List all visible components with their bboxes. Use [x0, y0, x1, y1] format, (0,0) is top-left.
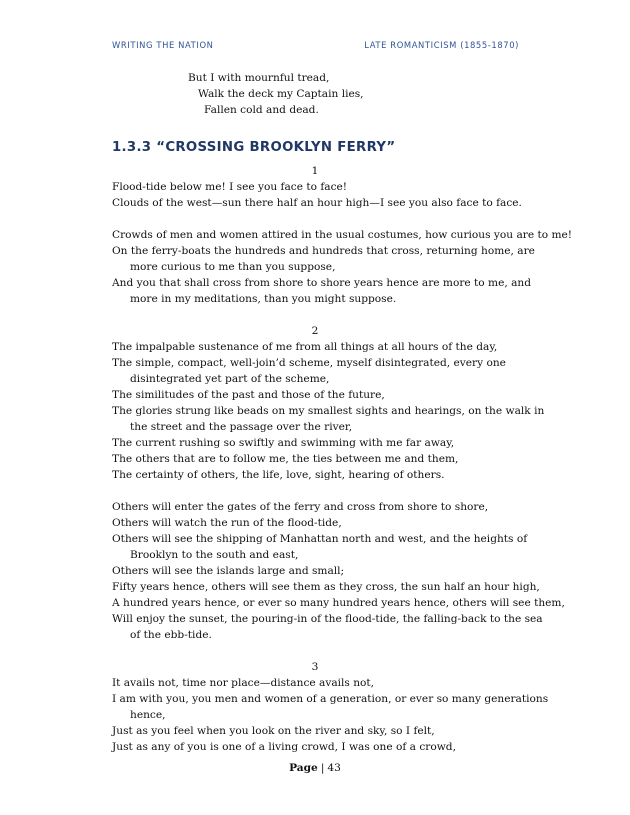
poem-line: Others will enter the gates of the ferry and cross from shore to shore,	[112, 501, 489, 513]
poem-line-continuation: of the ebb-tide.	[130, 629, 212, 641]
poem-line: I am with you, you men and women of a generation, or ever so many generations	[112, 693, 549, 705]
poem-line: On the ferry-boats the hundreds and hundreds that cross, returning home, are	[112, 245, 535, 257]
header-book-title: WRITING THE NATION	[112, 40, 214, 50]
part-number: 2	[311, 325, 319, 337]
poem-line-continuation: more curious to me than you suppose,	[130, 261, 336, 273]
poem-line: Just as you feel when you look on the river and sky, so I felt,	[112, 725, 435, 737]
poem-body	[112, 163, 573, 755]
poem-line: The glories strung like beads on my smallest sights and hearings, on the walk in	[112, 405, 545, 417]
poem-line: A hundred years hence, or ever so many hundred years hence, others will see them,	[112, 597, 565, 609]
poem-line: It avails not, time nor place—distance avails not,	[112, 677, 375, 689]
stanza-break	[112, 307, 522, 323]
poem-line-continuation: disintegrated yet part of the scheme,	[130, 373, 330, 385]
stanza-break	[112, 483, 522, 499]
poem-line: Will enjoy the sunset, the pouring-in of the flood-tide, the falling-back to the sea	[112, 613, 543, 625]
poem-line-continuation: hence,	[130, 709, 166, 721]
part-number: 3	[311, 661, 319, 673]
poem-line: Flood-tide below me! I see you face to face!	[112, 181, 348, 193]
poem-line: The impalpable sustenance of me from all things at all hours of the day,	[112, 341, 498, 353]
footer-separator: |	[320, 762, 325, 774]
header-chapter-title: LATE ROMANTICISM (1855-1870)	[364, 40, 519, 50]
section-heading: 1.3.3 “CROSSING BROOKLYN FERRY”	[112, 140, 396, 155]
poem-line: Others will watch the run of the flood-tide,	[112, 517, 342, 529]
page-label: Page	[289, 762, 318, 774]
poem-line: The others that are to follow me, the ties between me and them,	[112, 453, 459, 465]
poem-line: The simple, compact, well-join’d scheme, myself disintegrated, every one	[112, 357, 506, 369]
poem-line: Others will see the islands large and small;	[112, 565, 345, 577]
part-number: 1	[311, 165, 319, 177]
stanza-break	[112, 643, 522, 659]
running-header	[112, 40, 519, 50]
poem-line: Others will see the shipping of Manhattan north and west, and the heights of	[112, 533, 528, 545]
poem-line-continuation: Brooklyn to the south and east,	[130, 549, 299, 561]
epigraph-stanza	[188, 70, 598, 118]
poem-line-continuation: more in my meditations, than you might suppose.	[130, 293, 397, 305]
page-number: 43	[327, 762, 341, 774]
poem-line: Walk the deck my Captain lies,	[198, 88, 364, 100]
poem-line: Crowds of men and women attired in the usual costumes, how curious you are to me!	[112, 229, 573, 241]
poem-line: Clouds of the west—sun there half an hour high—I see you also face to face.	[112, 197, 522, 209]
poem-line: The similitudes of the past and those of the future,	[112, 389, 385, 401]
poem-line: Just as any of you is one of a living crowd, I was one of a crowd,	[112, 741, 456, 753]
poem-line: Fallen cold and dead.	[204, 104, 319, 116]
poem-line: The certainty of others, the life, love, sight, hearing of others.	[112, 469, 445, 481]
poem-line: Fifty years hence, others will see them as they cross, the sun half an hour high,	[112, 581, 540, 593]
poem-line: The current rushing so swiftly and swimming with me far away,	[112, 437, 455, 449]
page-footer	[0, 762, 630, 774]
poem-line: And you that shall cross from shore to shore years hence are more to me, and	[112, 277, 532, 289]
poem-line: But I with mournful tread,	[188, 72, 330, 84]
stanza-break	[112, 211, 522, 227]
poem-line-continuation: the street and the passage over the river,	[130, 421, 353, 433]
